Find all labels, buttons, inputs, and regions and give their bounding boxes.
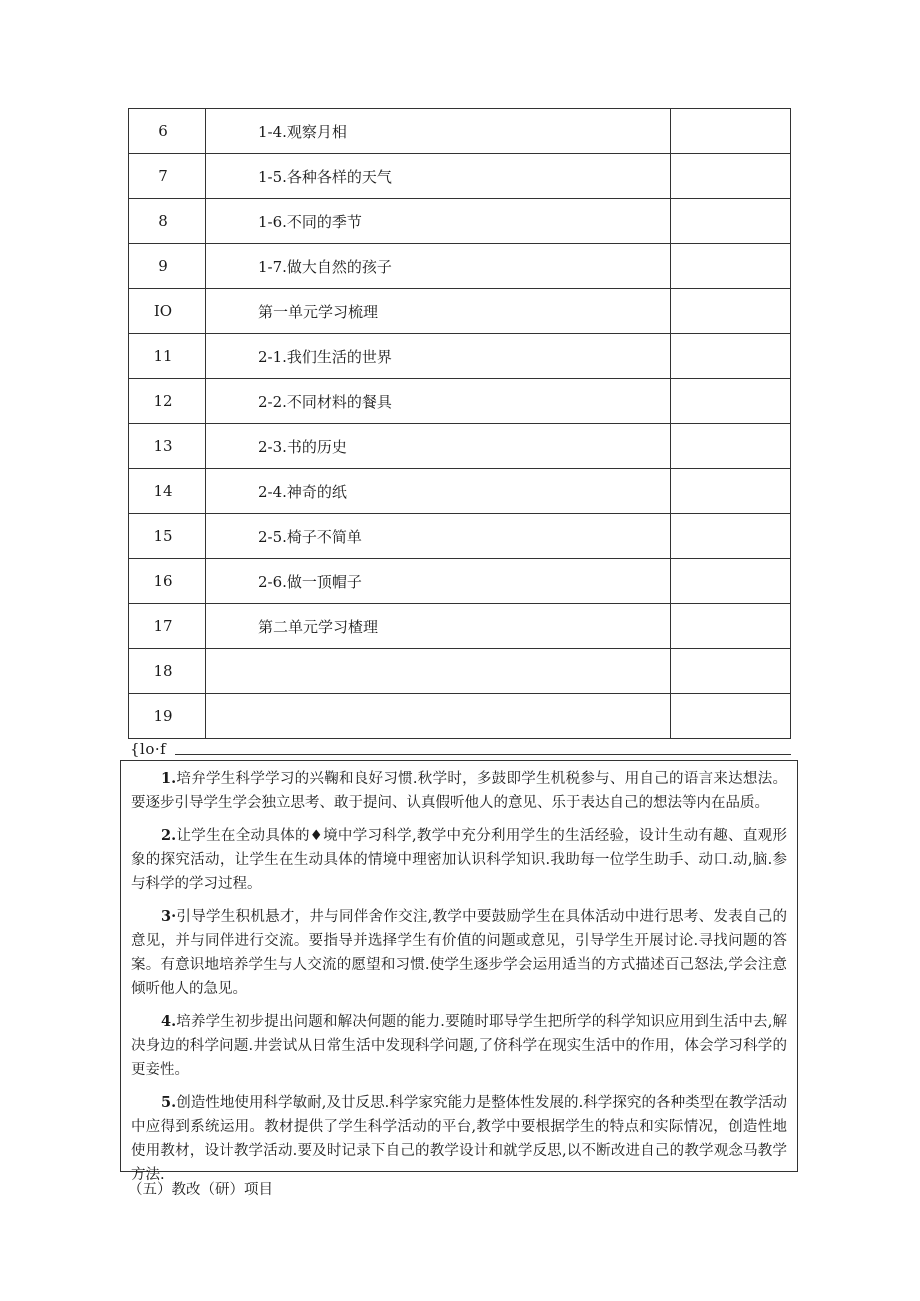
schedule-row: [129, 289, 791, 334]
schedule-body: [129, 109, 791, 739]
schedule-row: [129, 199, 791, 244]
row-number: IO: [129, 289, 206, 334]
notes-cell: [671, 514, 791, 559]
notes-cell: [671, 109, 791, 154]
notes-cell: [671, 694, 791, 739]
row-number: 11: [129, 334, 206, 379]
schedule-row: [129, 694, 791, 739]
schedule-row: [129, 604, 791, 649]
notes-cell: [671, 469, 791, 514]
row-number: 14: [129, 469, 206, 514]
lesson-title: 2-2.不同材料的餐具: [206, 379, 671, 424]
measure-number: 4.: [161, 1013, 177, 1030]
row-number: 12: [129, 379, 206, 424]
notes-cell: [671, 649, 791, 694]
lesson-title: 1-6.不同的季节: [206, 199, 671, 244]
measure-text: 让学生在全动具体的♦境中学习科学,教学中充分利用学生的生活经验，设计生动有趣、直观形象的探究活动，让学生在生动具体的情境中理密加认识科学知识.我助每一位学生助手、动口.动,脑.参与科学的学习过程。: [131, 828, 787, 892]
lesson-title: [206, 694, 671, 739]
heading-rule: [175, 754, 791, 755]
schedule-row: [129, 244, 791, 289]
row-number: 18: [129, 649, 206, 694]
row-number: 13: [129, 424, 206, 469]
lesson-title: 1-4.观察月相: [206, 109, 671, 154]
row-number: 7: [129, 154, 206, 199]
notes-cell: [671, 604, 791, 649]
row-number: 6: [129, 109, 206, 154]
notes-cell: [671, 379, 791, 424]
notes-cell: [671, 289, 791, 334]
measure-paragraph: [131, 905, 787, 1001]
section-heading-fragment: {lo·f: [130, 740, 167, 758]
row-number: 8: [129, 199, 206, 244]
notes-cell: [671, 199, 791, 244]
measure-number: 1.: [161, 770, 177, 787]
notes-cell: [671, 334, 791, 379]
lesson-title: 第二单元学习楂理: [206, 604, 671, 649]
schedule-row: [129, 469, 791, 514]
measure-paragraph: [131, 767, 787, 815]
notes-cell: [671, 424, 791, 469]
row-number: 17: [129, 604, 206, 649]
schedule-row: [129, 109, 791, 154]
lesson-title: 2-1.我们生活的世界: [206, 334, 671, 379]
lesson-title: 2-4.神奇的纸: [206, 469, 671, 514]
lesson-title: [206, 649, 671, 694]
row-number: 9: [129, 244, 206, 289]
schedule-row: [129, 649, 791, 694]
teaching-measures-box: [120, 760, 798, 1183]
measure-paragraph: [131, 824, 787, 896]
schedule-row: [129, 379, 791, 424]
notes-cell: [671, 244, 791, 289]
lesson-title: 1-5.各种各样的天气: [206, 154, 671, 199]
schedule-table: [128, 108, 791, 739]
row-number: 19: [129, 694, 206, 739]
measure-paragraph: [131, 1010, 787, 1082]
lesson-title: 2-5.椅子不简单: [206, 514, 671, 559]
lesson-title: 2-6.做一顶帽子: [206, 559, 671, 604]
measure-paragraph: [131, 1091, 787, 1187]
notes-cell: [671, 559, 791, 604]
notes-cell: [671, 154, 791, 199]
schedule-row: [129, 154, 791, 199]
measure-number: 2.: [161, 827, 177, 844]
schedule-row: [129, 514, 791, 559]
row-number: 16: [129, 559, 206, 604]
measure-text: 引导学生积机悬才，井与同伴舍作交注,教学中要鼓励学生在具体活动中进行思考、发表自己的意见，并与同伴进行交流。要指导并选择学生有价值的问题或意见，引导学生开展讨论.寻找问题的答案。有意识地培养学生与人交流的愿望和习惯.使学生逐步学会运用适当的方式描述百己怒法,学会注意倾听他人的急见。: [131, 909, 787, 997]
schedule-row: [129, 424, 791, 469]
row-number: 15: [129, 514, 206, 559]
schedule-row: [129, 334, 791, 379]
next-section-title: （五）教改（研）项目: [128, 1182, 273, 1198]
measure-text: 培养学生初步提出问题和解决何题的能力.要随时耶导学生把所学的科学知识应用到生活中去,解决身边的科学问题.井尝试从日常生活中发现科学问题,了侪科学在现实生活中的作用，体会学习科学的更妾性。: [131, 1014, 787, 1078]
lesson-title: 第一单元学习梳理: [206, 289, 671, 334]
measure-text: 培弁学生科学学习的兴鞠和良好习惯.秋学时，多鼓即学生机税参与、用自己的语言来达想法。要逐步引导学生学会独立思考、敢于提问、认真假听他人的意见、乐于表达自己的想法等内在品质。: [131, 771, 787, 811]
measure-text: 创造性地使用科学敏耐,及廿反思.科学家究能力是整体性发展的.科学探究的各种类型在教学活动中应得到系统运用。教材提供了学生科学活动的平台,教学中要根据学生的特点和实际情况，创造性地使用教材，设计教学活动.要及时记录下自己的教学设计和就学反思,以不断改进自己的教学观念马教学方法.: [131, 1095, 787, 1183]
measure-number: 5.: [161, 1094, 177, 1111]
measure-number: 3·: [161, 908, 177, 925]
lesson-title: 1-7.做大自然的孩子: [206, 244, 671, 289]
lesson-title: 2-3.书的历史: [206, 424, 671, 469]
schedule-row: [129, 559, 791, 604]
